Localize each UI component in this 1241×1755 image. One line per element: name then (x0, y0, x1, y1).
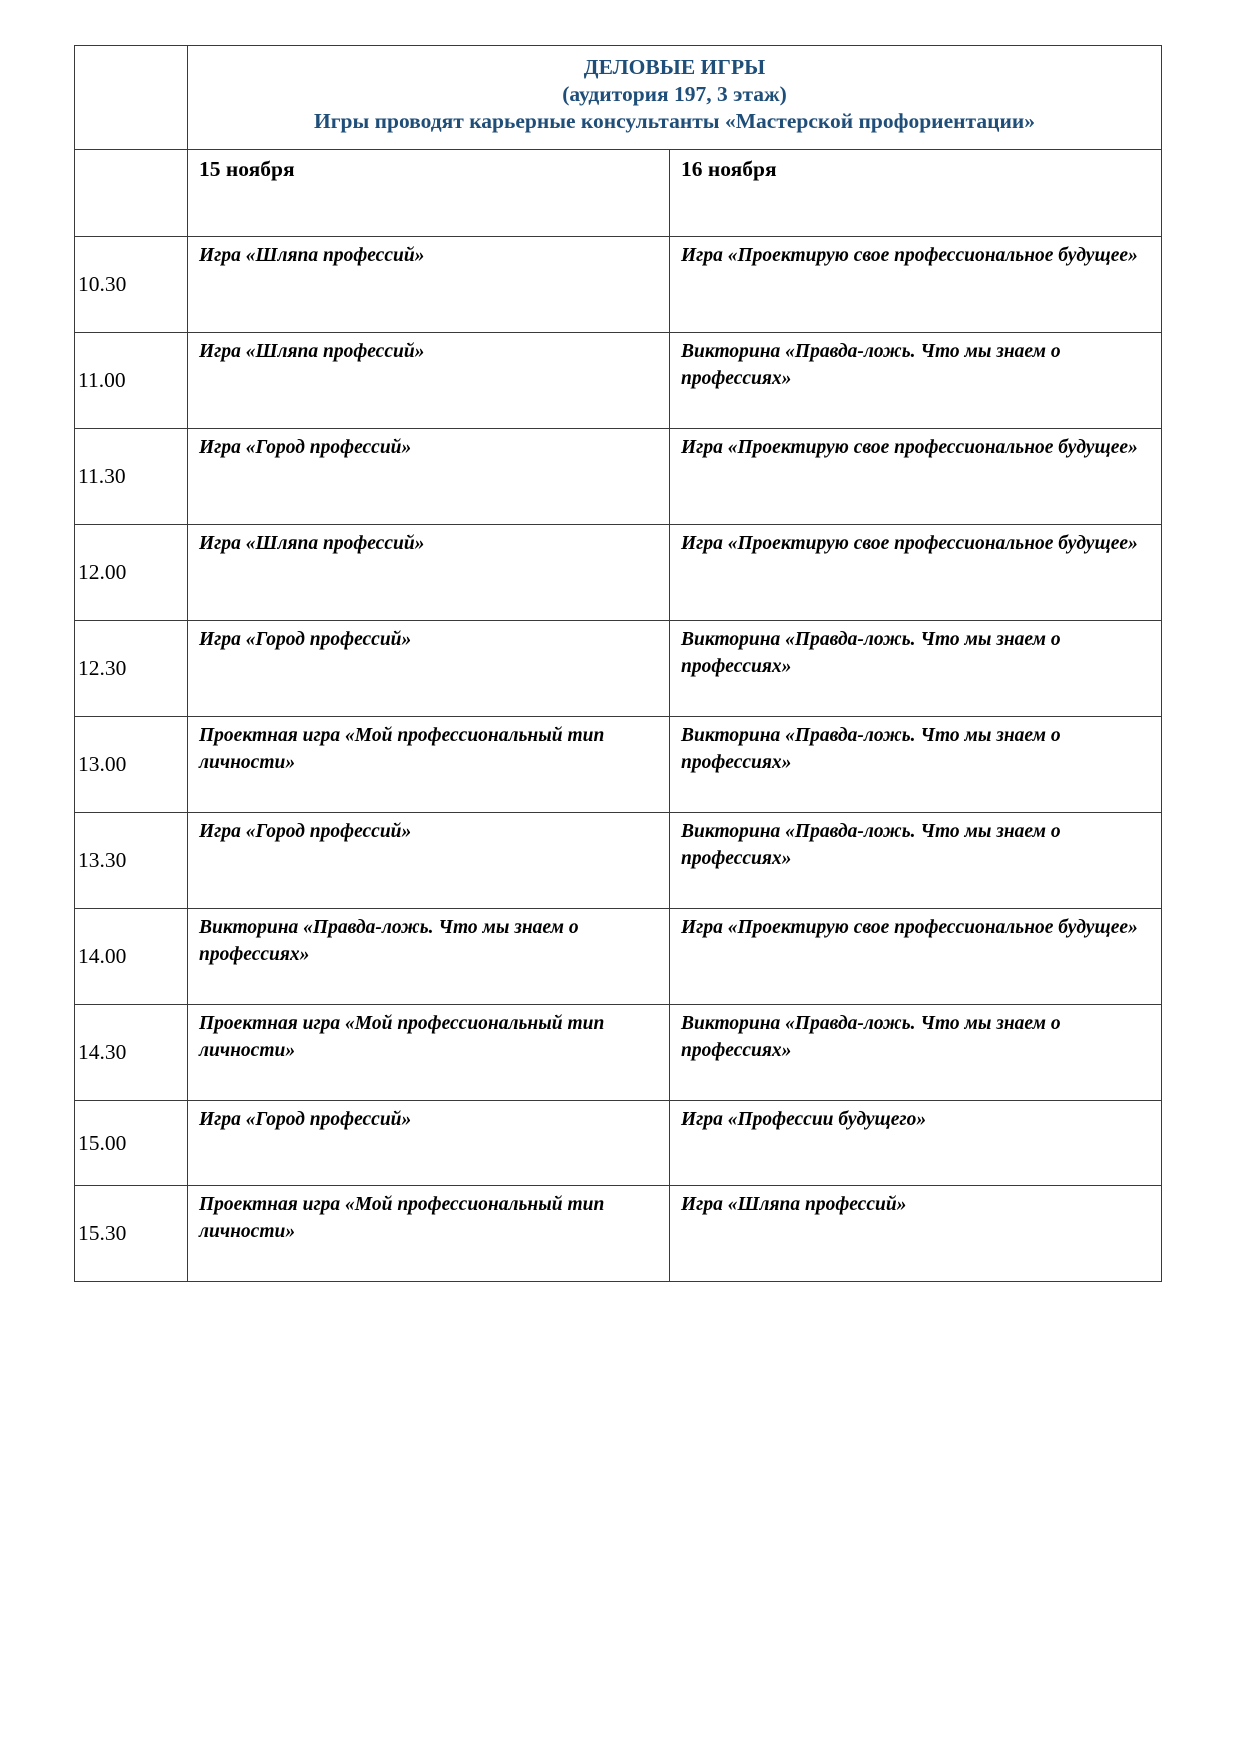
event-cell-day2: Викторина «Правда-ложь. Что мы знаем о профессиях» (670, 813, 1162, 909)
time-cell: 10.30 (75, 237, 188, 333)
day-header-1: 15 ноября (188, 150, 670, 237)
table-row (75, 813, 1162, 909)
event-cell-day2: Игра «Проектирую свое профессиональное будущее» (670, 237, 1162, 333)
event-cell-day2: Игра «Проектирую свое профессиональное будущее» (670, 429, 1162, 525)
header-cell (188, 46, 1162, 150)
time-cell: 12.30 (75, 621, 188, 717)
event-cell-day1: Игра «Город профессий» (188, 621, 670, 717)
event-cell-day2: Викторина «Правда-ложь. Что мы знаем о профессиях» (670, 1005, 1162, 1101)
event-cell-day1: Игра «Город профессий» (188, 429, 670, 525)
table-row (75, 429, 1162, 525)
event-cell-day2: Игра «Шляпа профессий» (670, 1186, 1162, 1282)
event-cell-day2: Игра «Профессии будущего» (670, 1101, 1162, 1186)
event-cell-day1: Проектная игра «Мой профессиональный тип личности» (188, 1005, 670, 1101)
table-row (75, 1005, 1162, 1101)
table-row (75, 237, 1162, 333)
table-row (75, 909, 1162, 1005)
time-cell: 11.30 (75, 429, 188, 525)
event-cell-day1: Викторина «Правда-ложь. Что мы знаем о профессиях» (188, 909, 670, 1005)
time-cell: 15.30 (75, 1186, 188, 1282)
time-cell: 15.00 (75, 1101, 188, 1186)
table-row (75, 1186, 1162, 1282)
table-row (75, 621, 1162, 717)
event-cell-day2: Викторина «Правда-ложь. Что мы знаем о профессиях» (670, 717, 1162, 813)
time-cell: 11.00 (75, 333, 188, 429)
event-cell-day1: Игра «Город профессий» (188, 813, 670, 909)
page-title: ДЕЛОВЫЕ ИГРЫ (583, 55, 766, 79)
time-cell: 13.00 (75, 717, 188, 813)
event-cell-day2: Викторина «Правда-ложь. Что мы знаем о профессиях» (670, 333, 1162, 429)
header-row (75, 46, 1162, 150)
event-cell-day1: Проектная игра «Мой профессиональный тип личности» (188, 717, 670, 813)
subtitle-text: Игры проводят карьерные консультанты «Мастерской профориентации» (314, 109, 1035, 133)
event-cell-day2: Игра «Проектирую свое профессиональное будущее» (670, 525, 1162, 621)
time-cell: 12.00 (75, 525, 188, 621)
day-header-2: 16 ноября (670, 150, 1162, 237)
event-cell-day2: Игра «Проектирую свое профессиональное будущее» (670, 909, 1162, 1005)
table-row (75, 1101, 1162, 1186)
table-row (75, 525, 1162, 621)
days-corner-cell (75, 150, 188, 237)
table-row (75, 717, 1162, 813)
event-cell-day1: Проектная игра «Мой профессиональный тип личности» (188, 1186, 670, 1282)
time-cell: 14.30 (75, 1005, 188, 1101)
event-cell-day1: Игра «Шляпа профессий» (188, 237, 670, 333)
event-cell-day2: Викторина «Правда-ложь. Что мы знаем о профессиях» (670, 621, 1162, 717)
table-row (75, 333, 1162, 429)
time-cell: 14.00 (75, 909, 188, 1005)
location-text: (аудитория 197, 3 этаж) (562, 82, 787, 106)
event-cell-day1: Игра «Шляпа профессий» (188, 525, 670, 621)
event-cell-day1: Игра «Шляпа профессий» (188, 333, 670, 429)
time-cell: 13.30 (75, 813, 188, 909)
schedule-table (74, 45, 1162, 1282)
days-row (75, 150, 1162, 237)
corner-cell (75, 46, 188, 150)
event-cell-day1: Игра «Город профессий» (188, 1101, 670, 1186)
